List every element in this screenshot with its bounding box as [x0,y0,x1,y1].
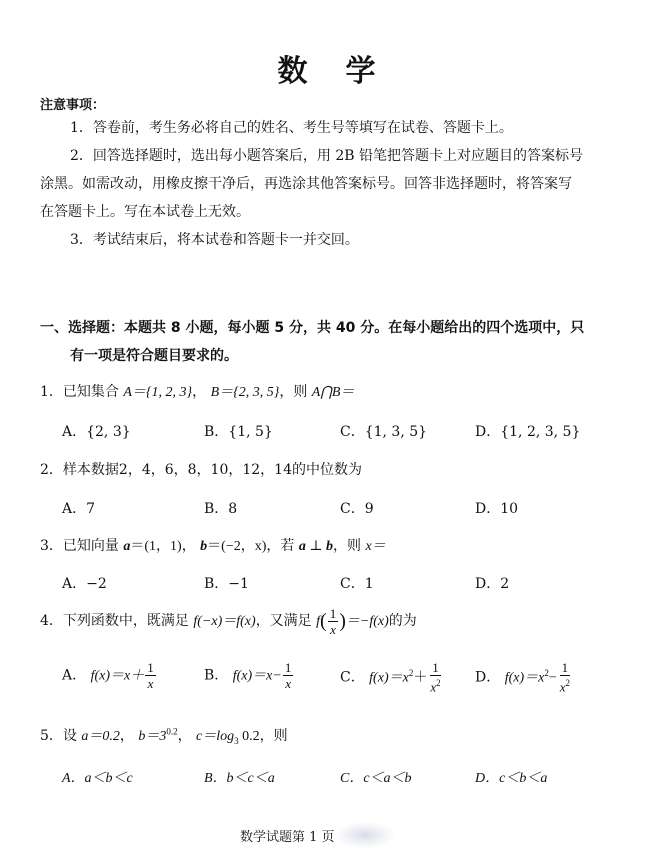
note-item-2: 2．回答选择题时，选出每小题答案后，用 2B 铅笔把答题卡上对应题目的答案标号 [70,148,584,164]
q4-option-c-densup: 2 [436,678,441,688]
question-5 [40,725,288,746]
q4-text-c: 的为 [388,613,417,629]
q4-option-b-num: 1 [284,660,292,675]
section-line-1: 一、选择题：本题共 8 小题，每小题 5 分，共 40 分。在每小题给出的四个选项中，只 [40,320,585,336]
q4-option-d-num: 1 [561,660,569,675]
q5-number: 5． [40,728,63,744]
q4-condition-1: f(−x)＝f(x) [193,614,256,629]
q4-option-c-frac [428,660,442,695]
q3-vector-b: b [200,539,208,554]
question-2: 2．样本数据2，4，6，8，10，12，14的中位数为 [40,462,362,478]
q4-condition-2-tail: ＝−f(x) [345,614,389,629]
q4-fraction [328,606,339,637]
q5-comma-2: ， [177,728,192,744]
q4-paren-close: ) [339,610,346,632]
q2-option-a[interactable]: A．7 [62,501,96,517]
q5-c-lhs: c＝log [196,729,235,744]
q3-perp-b: b [326,539,334,554]
q4-option-c-den: x [430,679,437,695]
q2-option-c[interactable]: C．9 [340,501,374,517]
q4-option-d-densup: 2 [565,678,571,688]
q4-options [0,660,655,700]
note-item-2-cont: 涂黑。如需改动，用橡皮擦干净后，再选涂其他答案标号。回答非选择题时，将答案写 [40,176,572,192]
q4-option-a-num: 1 [147,660,154,675]
q3-perp-a: a [298,539,306,554]
q4-option-d-lhs: f(x)＝x [504,670,545,686]
q5-option-c[interactable]: C．c＜a＜b [340,771,412,786]
q4-option-d-op: − [548,670,557,686]
q1-option-b[interactable]: B．{1, 5} [204,424,273,440]
q4-option-c-lhs: f(x)＝x [369,670,409,686]
q2-option-d[interactable]: D．10 [475,501,519,517]
q4-option-c-sup: 2 [408,668,414,678]
q4-option-b-den: x [285,676,291,691]
q4-option-a-den: x [147,676,154,691]
note-item-3: 3．考试结束后，将本试卷和答题卡一并交回。 [70,232,359,248]
q3-option-c[interactable]: C．1 [340,576,374,592]
q1-comma: ， [192,384,207,400]
q3-vector-a: a [123,539,131,554]
scan-smudge [335,822,395,848]
q5-text-a: 设 [62,728,77,744]
q3-number: 3． [40,538,63,554]
q4-text-b: ，又满足 [255,613,312,629]
q4-option-d-label: D． [475,669,501,686]
q4-option-d[interactable] [475,660,573,695]
q4-option-a-lhs: f(x)＝x＋ [90,668,145,684]
q5-option-a[interactable]: A．a＜b＜c [62,771,133,786]
q4-option-c-num: 1 [432,660,439,675]
note-item-2-cont2: 在答题卡上。写在本试卷上无效。 [40,204,250,220]
q4-option-d-den: x [559,679,566,695]
q3-value-b: ＝(−2，x)，若 [207,539,295,554]
note-item-1: 1．答卷前，考生务必将自己的姓名、考生号等填写在试卷、答题卡上。 [70,120,513,136]
q5-b-exponent: 0.2 [166,726,178,737]
q4-paren-open: ( [320,610,327,632]
q4-option-b-label: B． [204,667,229,684]
q5-b-base: b＝3 [138,729,167,744]
q1-option-d[interactable]: D．{1, 2, 3, 5} [475,424,581,440]
q3-text-b: ，则 [333,538,362,554]
q3-option-d[interactable]: D．2 [475,576,510,592]
q5-c-rhs: 0.2 [238,729,260,744]
q4-option-a[interactable] [62,660,157,691]
section-heading [40,314,584,370]
q4-func-f: f [316,614,321,629]
question-3 [40,535,386,555]
q4-text-a: 下列函数中，既满足 [62,613,189,629]
section-line-2: 有一项是符合题目要求的。 [70,348,238,364]
question-4 [40,604,417,639]
q1-text-a: 已知集合 [62,384,119,400]
q1-option-a[interactable]: A．{2, 3} [62,424,131,440]
q3-text-a: 已知向量 [62,538,119,554]
title-char-left: 数 [277,54,310,89]
q4-option-c[interactable] [340,660,444,695]
q4-option-d-sup: 2 [544,668,549,678]
q4-frac-den: x [330,621,336,637]
q5-a-value: a＝0.2 [81,729,120,744]
q1-expr: A⋂B＝ [311,385,355,400]
q4-option-c-label: C． [340,669,365,686]
q4-option-b-frac [283,660,294,691]
q1-option-c[interactable]: C．{1, 3, 5} [340,424,428,440]
q3-value-a: ＝(1，1)， [130,539,196,554]
q4-option-b[interactable] [204,660,294,691]
q4-option-c-op: ＋ [413,670,428,686]
q1-set-b: B＝{2, 3, 5} [210,385,280,400]
q4-option-d-frac [558,660,572,695]
q1-number: 1． [40,384,63,400]
q3-perp-symbol: ⊥ [305,539,327,554]
q3-option-a[interactable]: A．−2 [62,576,107,592]
q2-option-b[interactable]: B．8 [204,501,238,517]
q5-text-b: ，则 [259,728,288,744]
q4-frac-num: 1 [329,605,337,621]
q4-option-a-label: A． [62,667,87,684]
question-1 [40,381,354,401]
q1-set-a: A＝{1, 2, 3} [123,385,193,400]
q4-option-a-frac [145,660,156,691]
q1-text-b: ，则 [279,384,308,400]
q3-option-b[interactable]: B．−1 [204,576,249,592]
q3-tail: x＝ [365,539,386,554]
q4-option-b-lhs: f(x)＝x− [232,668,282,684]
q5-c-sub: 3 [234,735,239,746]
page-footer: 数学试题第 1 页 [240,830,335,845]
q5-comma-1: ， [119,728,134,744]
notes-heading: 注意事项： [40,98,106,113]
q5-option-b[interactable]: B．b＜c＜a [204,771,275,786]
q5-option-d[interactable]: D．c＜b＜a [475,771,548,786]
page-title [0,46,655,90]
title-char-right: 学 [345,54,378,89]
q4-number: 4． [40,613,63,629]
